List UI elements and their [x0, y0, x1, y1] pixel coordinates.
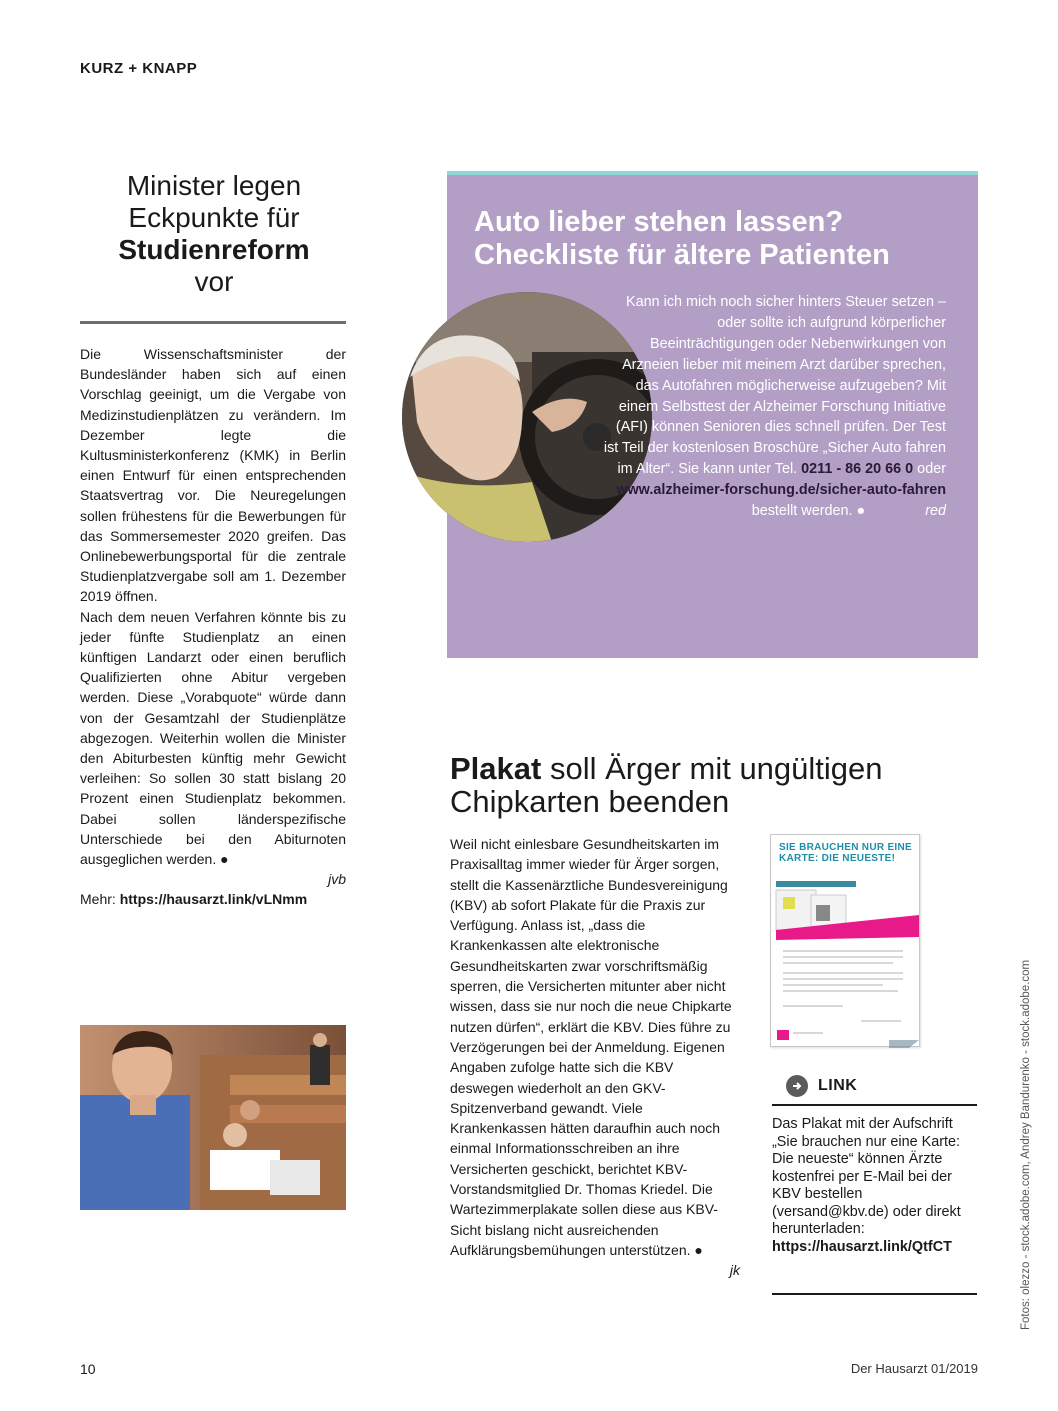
link-divider-bottom	[772, 1293, 977, 1295]
title-rest: für ältere Patienten	[619, 239, 890, 271]
journal-name: Der Hausarzt 01/2019	[850, 1361, 978, 1376]
author-signature: jk	[729, 1262, 740, 1279]
link-text: Das Plakat mit der Aufschrift „Sie brauchen nur eine Karte: Die neueste“ können Ärzte kostenfrei per E-Mail bei der KBV bestellen (versand@kbv.de) oder direkt herunterladen:	[772, 1116, 961, 1237]
headline-bold: Studienreform	[118, 234, 310, 265]
checklist-body	[600, 292, 946, 522]
author-signature: red	[925, 503, 946, 520]
poster-download-link[interactable]: https://hausarzt.link/QtfCT	[772, 1238, 952, 1255]
more-label: Mehr:	[80, 891, 120, 908]
headline-divider	[80, 321, 346, 324]
author-signature: jvb	[328, 871, 346, 888]
plakat-article-body	[450, 834, 740, 1281]
signature-row	[80, 869, 346, 889]
paragraph: Die Wissenschaftsminister der Bundesländer haben sich auf einen Vorschlag geeinigt, um die Vergabe von Medizinstudienplätzen zu verändern. Im Dezember legte die Kultusministerkonferenz (KMK) in Berlin einen Entwurf für einen entsprechenden Staatsvertrag vor. Die Neuregelungen sollen frühestens für die Bewerbungen für das Sommersemester 2020 greifen. Das Onlinebewerbungsportal für die zentrale Studienplatzvergabe soll am 1. Dezember 2019 öffnen.	[80, 346, 346, 605]
link-divider-top	[772, 1104, 977, 1106]
headline-bold: Plakat	[450, 751, 542, 786]
page-number: 10	[80, 1361, 96, 1377]
phone-number: 0211 - 86 20 66 0	[801, 461, 914, 478]
link-header	[772, 1075, 857, 1097]
section-label: KURZ + KNAPP	[80, 60, 198, 77]
paragraph: Weil nicht einlesbare Gesundheitskarten im Praxisalltag immer wieder für Ärger sorgen, stellt die Kassenärztliche Bundesvereinigung (KBV) ab sofort Plakate für die Praxis zur Verfügung. Anlass ist, „dass die Krankenkassen alte elektronische Gesundheitskarten zwar vorschriftsmäßig sperren, die Versicherten mitunter aber nicht wissen, dass sie nur noch die neue Chipkarte nutzen dürfen“, erklärt die KBV. Dies führe zu Verzögerungen bei der Anmeldung. Eigenen Angaben zufolge hatte sich die KBV deswegen wiederholt an den GKV-Spitzenverband gewandt. Viele Krankenkassen hätten daraufhin auch noch einmal Informationsschreiben an ihre Versicherten geschickt, berichtet KBV-Vorstandsmitglied Dr. Thomas Kriedel. Die Wartezimmerplakate sollen diese aus KBV-Sicht bislang nicht ausreichenden Aufklärungsbemühungen unterstützen. ●	[450, 836, 732, 1258]
headline-rest: soll Ärger mit ungültigen Chipkarten beenden	[450, 751, 883, 819]
alzheimer-link[interactable]: www.alzheimer-forschung.de/sicher-auto-fahren	[616, 482, 946, 499]
arrow-right-icon	[786, 1075, 808, 1097]
checklist-text: Kann ich mich noch sicher hinters Steuer setzen – oder sollte ich aufgrund körperlicher Beeinträchtigungen oder Nebenwirkungen von Arzneien lieber mit meinem Arzt darüber sprechen, das Autofahren möglicherweise aufzugeben? Mit einem Selbsttest der Alzheimer Forschung Initiative (AFI) können Senioren dies schnell prüfen. Der Test ist Teil der kostenlosen Broschüre „Sicher Auto fahren im Alter“. Sie kann unter Tel.	[603, 294, 946, 478]
title-line: Auto lieber stehen lassen?	[474, 206, 844, 238]
headline-line: Minister legen	[126, 170, 302, 201]
kbv-poster-thumbnail	[770, 834, 920, 1047]
student-lecture-photo	[80, 1025, 346, 1210]
checklist-title	[474, 206, 964, 272]
link-body	[772, 1116, 977, 1256]
link-title: LINK	[818, 1077, 858, 1094]
more-link[interactable]: https://hausarzt.link/vLNmm	[119, 891, 308, 908]
plakat-headline	[450, 752, 970, 818]
checklist-text-or: oder	[913, 461, 946, 478]
title-bold: Checkliste	[474, 239, 620, 271]
paragraph: Nach dem neuen Verfahren könnte bis zu jeder fünfte Studienplatz an einen künftigen Landarzt oder einen beruflich Qualifizierten ohne Abitur vergeben werden. Diese „Vorabquote“ würde dann von der Gesamtzahl der Studienplätze abgezogen. Weiterhin wollen die Minister den Abiturbesten künftig mehr Gewicht verleihen: So sollen 30 statt bislang 20 Prozent einen Studienplatz bekommen. Dabei sollen länderspezifische Unterschiede bei den Abiturnoten ausgeglichen werden. ●	[80, 608, 346, 868]
left-article-headline	[80, 170, 348, 298]
checklist-text-end: bestellt werden. ●	[751, 503, 866, 520]
poster-headline: SIE BRAUCHEN NUR EINE KARTE: DIE NEUESTE!	[779, 842, 912, 864]
more-link-line	[80, 889, 346, 909]
signature-row	[450, 1260, 740, 1280]
photo-credits: Fotos: olezzo - stock.adobe.com, Andrey Bandurenko - stock.adobe.com	[1020, 959, 1032, 1330]
left-article-body	[80, 344, 346, 909]
headline-line: Eckpunkte für	[128, 202, 300, 233]
headline-line: vor	[194, 266, 234, 297]
